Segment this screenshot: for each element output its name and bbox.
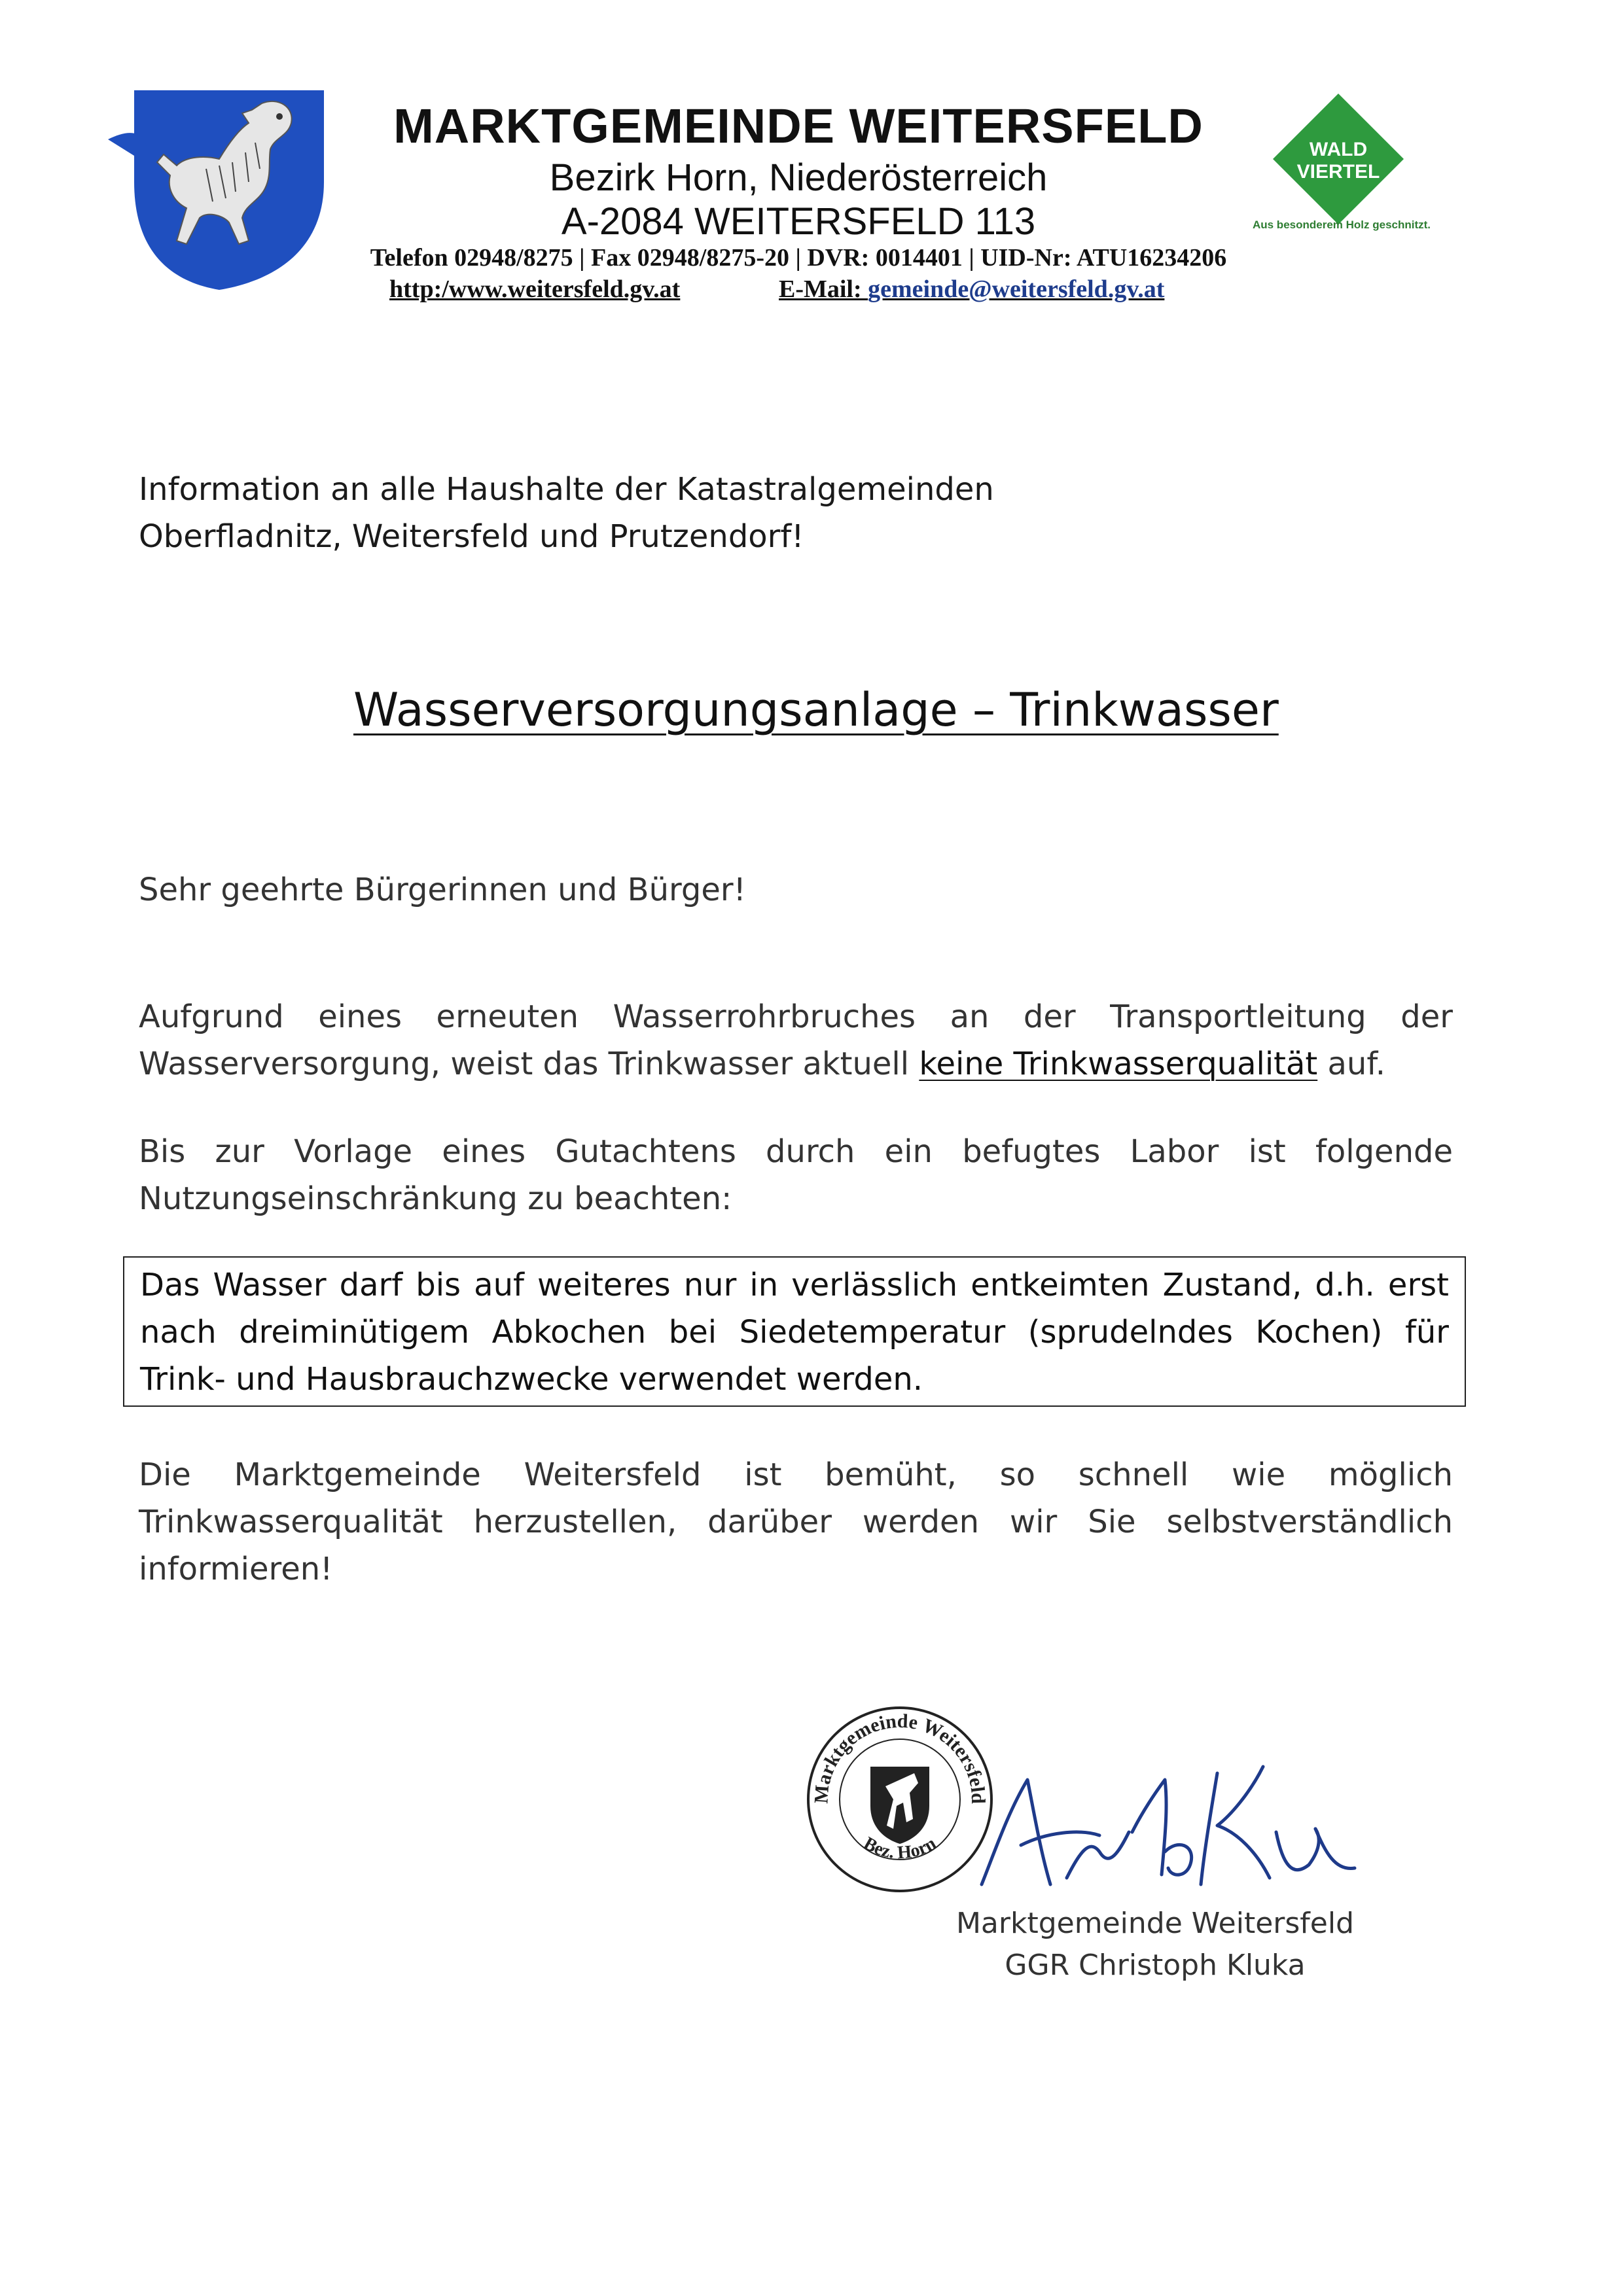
seal-text-top: Marktgemeinde Weitersfeld xyxy=(810,1710,990,1805)
paragraph1-before: Aufgrund eines erneuten Wasserrohrbruches an der Transportleitung der Wasserversorgung, weist das Trinkwasser aktuell xyxy=(139,998,1453,1082)
intro-block xyxy=(139,466,1120,560)
address-line: A-2084 WEITERSFELD 113 xyxy=(561,200,1036,243)
intro-line-1: Information an alle Haushalte der Katastralgemeinden xyxy=(139,471,994,508)
notice-box xyxy=(123,1256,1466,1407)
paragraph-water-quality xyxy=(139,993,1453,1087)
intro-line-2: Oberfladnitz, Weitersfeld und Prutzendorf! xyxy=(139,518,804,555)
paragraph-restriction-intro: Bis zur Vorlage eines Gutachtens durch ein befugtes Labor ist folgende Nutzungseinschränkung zu beachten: xyxy=(139,1133,1453,1217)
salutation: Sehr geehrte Bürgerinnen und Bürger! xyxy=(139,872,746,908)
paragraph1-after: auf. xyxy=(1317,1046,1385,1082)
signatory-name: GGR Christoph Kluka xyxy=(1005,1949,1306,1982)
email-line[interactable] xyxy=(779,275,1164,304)
handwritten-signature-icon xyxy=(969,1754,1361,1898)
email-link[interactable]: gemeinde@weitersfeld.gv.at xyxy=(868,275,1165,303)
notice-text: Das Wasser darf bis auf weiteres nur in verlässlich entkeimten Zustand, d.h. erst nach dreiminütigem Abkochen bei Siedetemperatur (sprudelndes Kochen) für Trink- und Hausbrauchzwecke verwendet werden. xyxy=(140,1267,1449,1398)
email-label: E-Mail: xyxy=(779,275,868,303)
municipality-title: MARKTGEMEINDE WEITERSFELD xyxy=(393,99,1204,153)
waldviertel-tagline: Aus besonderem Holz geschnitzt. xyxy=(1252,219,1431,231)
viertel-text: VIERTEL xyxy=(1296,161,1380,183)
website-link[interactable]: http:/www.weitersfeld.gv.at xyxy=(389,275,681,303)
paragraph-closing: Die Marktgemeinde Weitersfeld ist bemüht, so schnell wie möglich Trinkwasserqualität herzustellen, darüber werden wir Sie selbstverständlich informieren! xyxy=(139,1457,1453,1587)
seal-text-bottom: Bez. Horn xyxy=(860,1833,940,1863)
wald-text: WALD xyxy=(1309,139,1368,160)
page-title: Wasserversorgungsanlage – Trinkwasser xyxy=(353,683,1279,737)
district-line: Bezirk Horn, Niederösterreich xyxy=(549,156,1048,199)
paragraph1-emphasis: keine Trinkwasserqualität xyxy=(919,1046,1318,1082)
contact-line: Telefon 02948/8275 | Fax 02948/8275-20 | DVR: 0014401 | UID-Nr: ATU16234206 xyxy=(370,244,1227,272)
signature-organization: Marktgemeinde Weitersfeld xyxy=(955,1907,1355,1940)
waldviertel-logo-icon xyxy=(1270,90,1407,228)
